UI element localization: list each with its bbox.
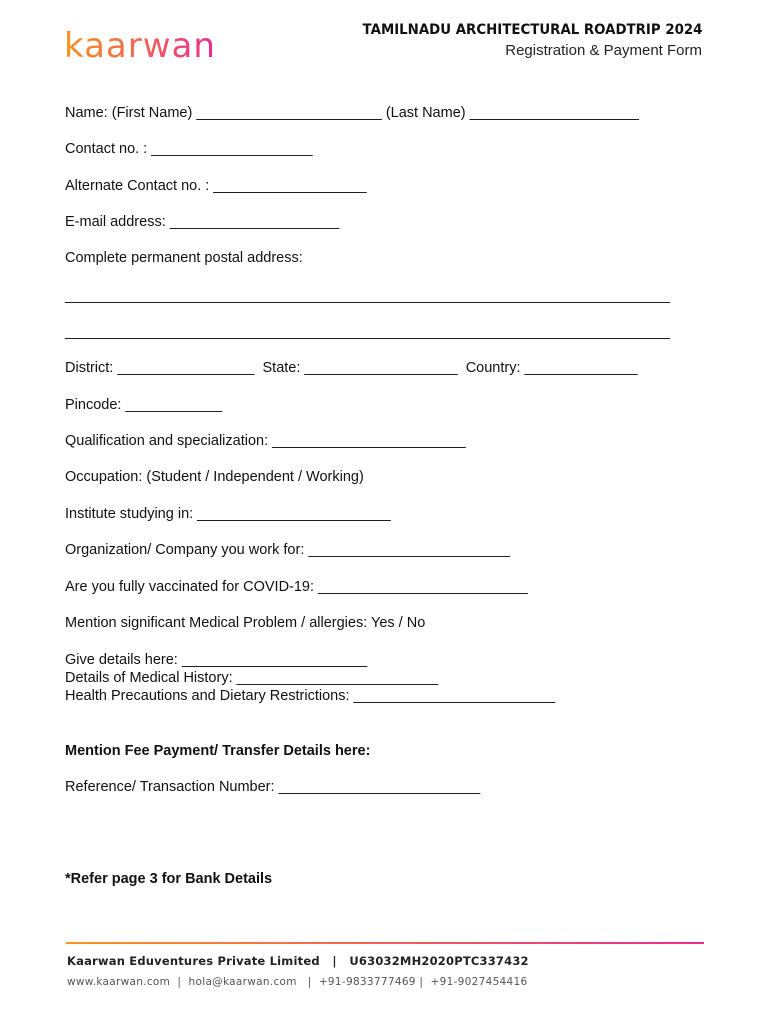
medical-history-field[interactable]: Details of Medical History: _________________________ (65, 670, 439, 686)
document-title: TAMILNADU ARCHITECTURAL ROADTRIP 2024 (362, 22, 702, 38)
email-field[interactable]: E-mail address: _____________________ (65, 214, 340, 230)
give-details-field[interactable]: Give details here: _______________________ (65, 652, 368, 668)
document-header (333, 22, 702, 59)
vaccination-field[interactable]: Are you fully vaccinated for COVID-19: __________________________ (65, 579, 528, 595)
document-subtitle: Registration & Payment Form (505, 42, 702, 59)
name-field[interactable]: Name: (First Name) _______________________ (Last Name) _____________________ (65, 105, 639, 121)
district-state-country-field[interactable]: District: _________________ State: ___________________ Country: ______________ (65, 360, 638, 376)
bank-details-note: *Refer page 3 for Bank Details (65, 871, 273, 887)
footer-contacts: www.kaarwan.com | hola@kaarwan.com | +91-9833777469 | +91-9027454416 (67, 976, 528, 988)
footer-company: Kaarwan Eduventures Private Limited | U63032MH2020PTC337432 (67, 954, 529, 968)
medical-problem-field[interactable]: Mention significant Medical Problem / allergies: Yes / No (65, 615, 426, 631)
fee-payment-heading: Mention Fee Payment/ Transfer Details here: (65, 743, 371, 759)
qualification-field[interactable]: Qualification and specialization: ________________________ (65, 433, 466, 449)
alternate-contact-field[interactable]: Alternate Contact no. : ___________________ (65, 178, 367, 194)
contact-field[interactable]: Contact no. : ____________________ (65, 141, 313, 157)
reference-field[interactable]: Reference/ Transaction Number: _________________________ (65, 779, 481, 795)
institute-field[interactable]: Institute studying in: ________________________ (65, 506, 391, 522)
health-precautions-field[interactable]: Health Precautions and Dietary Restrictions: _________________________ (65, 688, 556, 704)
address-line-1[interactable]: ___________________________________________________________________________ (65, 288, 670, 304)
address-line-2[interactable]: ___________________________________________________________________________ (65, 324, 670, 340)
logo-text: kaarwan (64, 26, 216, 66)
postal-address-label: Complete permanent postal address: (65, 250, 303, 266)
organization-field[interactable]: Organization/ Company you work for: _________________________ (65, 542, 510, 558)
footer-divider (66, 942, 704, 944)
occupation-field[interactable]: Occupation: (Student / Independent / Working) (65, 469, 364, 485)
pincode-field[interactable]: Pincode: ____________ (65, 397, 223, 413)
kaarwan-logo (64, 26, 216, 66)
